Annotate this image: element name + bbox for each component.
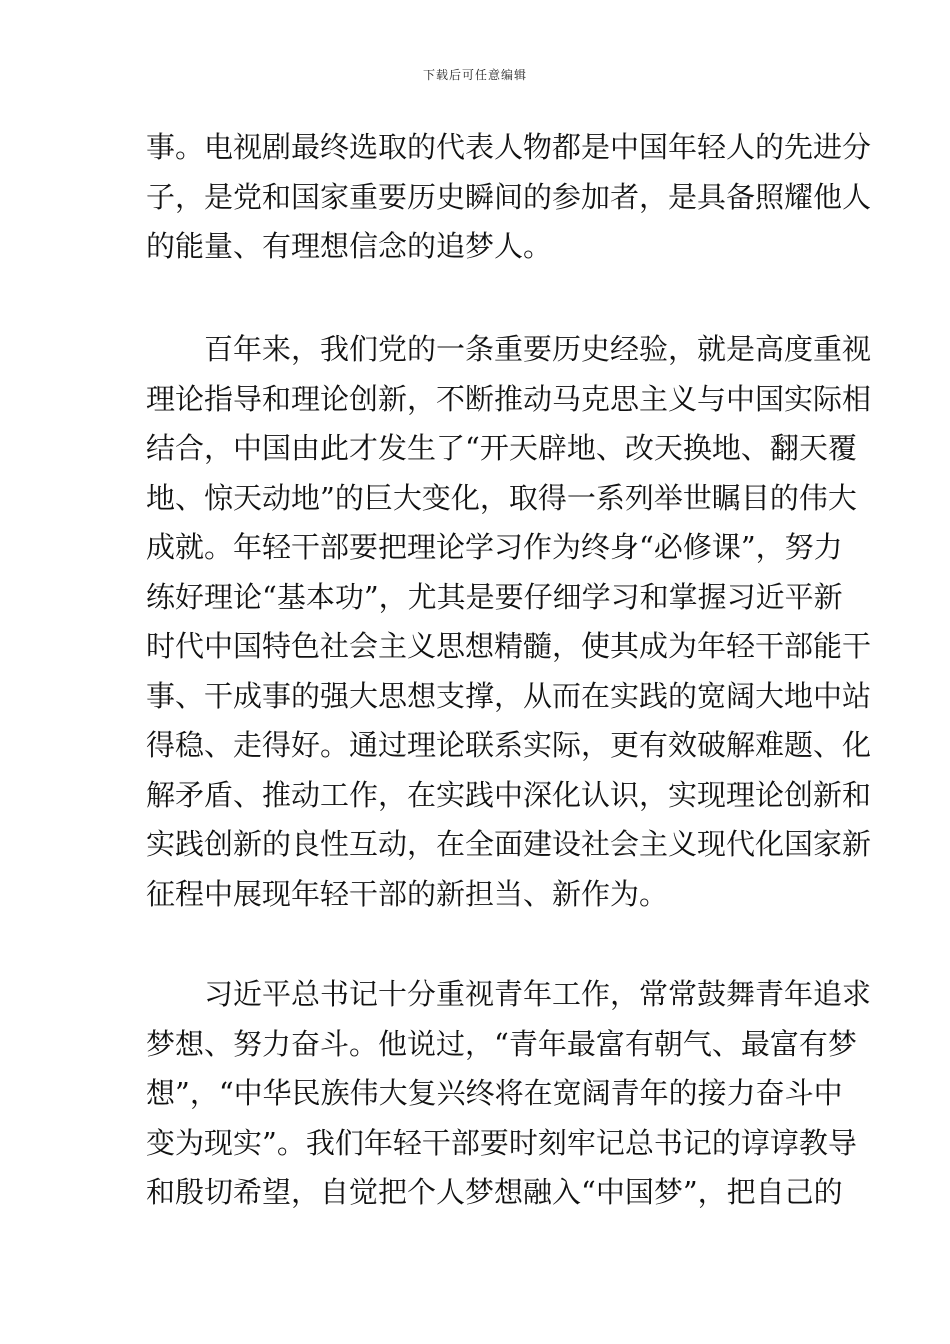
text-line: 理论指导和理论创新，不断推动马克思主义与中国实际相 xyxy=(146,381,872,416)
text-line: 练好理论“基本功”，尤其是要仔细学习和掌握习近平新 xyxy=(146,579,843,614)
text-line: 变为现实”。我们年轻干部要时刻牢记总书记的谆谆教导 xyxy=(146,1125,857,1160)
text-line: 想”，“中华民族伟大复兴终将在宽阔青年的接力奋斗中 xyxy=(146,1076,843,1110)
text-line: 事、干成事的强大思想支撑，从而在实践的宽阔大地中站 xyxy=(146,678,872,713)
paragraph-youth-work xyxy=(0,970,950,1218)
text-line: 结合，中国由此才发生了“开天辟地、改天换地、翻天覆 xyxy=(146,431,857,465)
paragraph-continuation xyxy=(0,123,950,272)
text-line: 征程中展现年轻干部的新担当、新作为。 xyxy=(146,876,669,911)
text-line: 事。电视剧最终选取的代表人物都是中国年轻人的先进分 xyxy=(146,130,872,164)
text-line: 的能量、有理想信念的追梦人。 xyxy=(146,229,553,263)
text-line: 百年来，我们党的一条重要历史经验，就是高度重视 xyxy=(204,332,872,366)
paragraph-theory xyxy=(0,325,950,919)
text-line: 子，是党和国家重要历史瞬间的参加者，是具备照耀他人 xyxy=(146,179,872,214)
text-line: 解矛盾、推动工作，在实践中深化认识，实现理论创新和 xyxy=(146,777,872,812)
text-line: 和殷切希望，自觉把个人梦想融入“中国梦”，把自己的 xyxy=(146,1175,843,1209)
text-line: 实践创新的良性互动，在全面建设社会主义现代化国家新 xyxy=(146,827,872,861)
text-line: 习近平总书记十分重视青年工作，常常鼓舞青年追求 xyxy=(204,977,872,1011)
text-line: 成就。年轻干部要把理论学习作为终身“必修课”，努力 xyxy=(146,530,843,564)
text-line: 时代中国特色社会主义思想精髓，使其成为年轻干部能干 xyxy=(146,629,872,663)
page-header: 下载后可任意编辑 xyxy=(422,68,527,82)
text-line: 梦想、努力奋斗。他说过，“青年最富有朝气、最富有梦 xyxy=(146,1026,857,1061)
text-line: 地、惊天动地”的巨大变化，取得一系列举世瞩目的伟大 xyxy=(146,480,857,515)
text-line: 得稳、走得好。通过理论联系实际，更有效破解难题、化 xyxy=(146,728,872,762)
